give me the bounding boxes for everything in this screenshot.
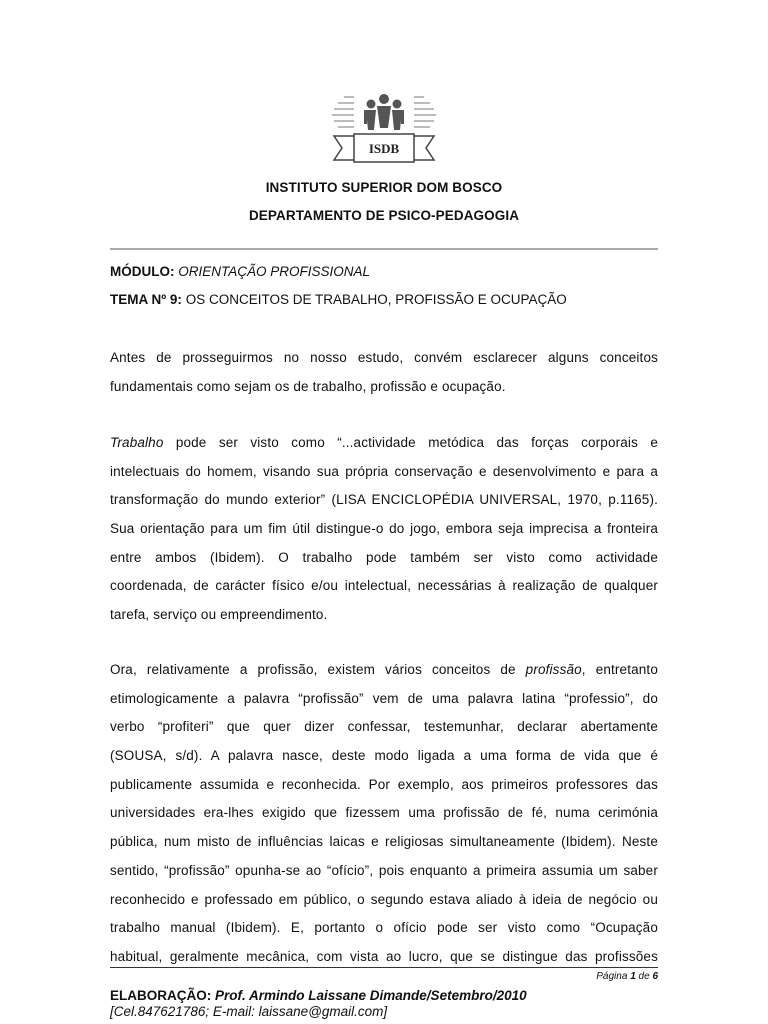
paragraph-profissao xyxy=(110,660,658,976)
footer-author-line xyxy=(110,988,527,1003)
text-line: intelectuais do homem, visando sua própria conservação e desenvolvimento e para a xyxy=(110,463,658,479)
text-fragment: Ora, relativamente a profissão, existem vários conceitos de xyxy=(110,662,526,677)
footer-label: ELABORAÇÃO: xyxy=(110,988,212,1003)
footer-divider xyxy=(110,967,658,968)
text-line: pública, num misto de influências laicas e religiosas simultaneamente (Ibidem). Neste xyxy=(110,834,658,850)
modulo-value: ORIENTAÇÃO PROFISSIONAL xyxy=(178,264,371,279)
paragraph-intro xyxy=(110,348,658,405)
footer-author: Prof. Armindo Laissane Dimande/Setembro/2010 xyxy=(215,988,527,1003)
page-total: 6 xyxy=(652,971,658,982)
tema-line xyxy=(110,292,567,307)
text-line xyxy=(110,660,658,689)
paragraph-trabalho xyxy=(110,433,658,634)
text-line: reconhecido e professado em público, o segundo estava aliado à ideia de negócio ou xyxy=(110,891,658,907)
modulo-line xyxy=(110,264,370,279)
page-label: Página xyxy=(596,971,628,982)
text-line: trabalho manual (Ibidem). E, portanto o ofício pode ser visto como “Ocupação xyxy=(110,920,658,936)
text-line: tarefa, serviço ou empreendimento. xyxy=(110,607,328,623)
text-fragment: pode ser visto como “...actividade metódica das forças corporais e xyxy=(163,435,658,450)
modulo-label: MÓDULO: xyxy=(110,264,175,279)
text-line: (SOUSA, s/d). A palavra nasce, deste modo ligada a uma forma de vida que é xyxy=(110,748,658,764)
text-line: sentido, “profissão” opunha-se ao “ofício”, pois enquanto a primeira assumia um saber xyxy=(110,862,658,878)
footer-contact: [Cel.847621786; E-mail: laissane@gmail.com] xyxy=(110,1004,388,1019)
text-line: entre ambos (Ibidem). O trabalho pode também ser visto como actividade xyxy=(110,549,658,565)
text-line: Sua orientação para um fim útil distingue-o do jogo, embora seja imprecisa a fronteira xyxy=(110,521,658,537)
header-divider xyxy=(110,248,658,250)
institution-name: INSTITUTO SUPERIOR DOM BOSCO xyxy=(265,180,503,195)
text-line xyxy=(110,433,658,462)
text-line: habitual, geralmente mecânica, com vista ao lucro, que se distingue das profissões xyxy=(110,948,658,964)
logo-text: ISDB xyxy=(368,141,400,156)
tema-value: OS CONCEITOS DE TRABALHO, PROFISSÃO E OCUPAÇÃO xyxy=(185,292,567,307)
term-profissao: profissão xyxy=(525,662,582,677)
text-line: universidades era-lhes exigido que fizessem uma profissão de fé, numa cerimónia xyxy=(110,805,658,821)
text-line: verbo “profiteri” que quer dizer confessar, testemunhar, declarar abertamente xyxy=(110,719,658,735)
text-line: Antes de prosseguirmos no nosso estudo, convém esclarecer alguns conceitos xyxy=(110,350,658,365)
page-current: 1 xyxy=(630,971,636,982)
department-name: DEPARTAMENTO DE PSICO-PEDAGOGIA xyxy=(248,208,520,223)
text-line: etimologicamente a palavra “profissão” vem de uma palavra latina “professio”, do xyxy=(110,690,658,706)
text-line: coordenada, de carácter físico e/ou intelectual, necessárias à realização de qualquer xyxy=(110,578,658,594)
text-line: fundamentais como sejam os de trabalho, profissão e ocupação. xyxy=(110,378,506,394)
isdb-logo xyxy=(326,90,442,168)
tema-label: TEMA Nº 9: xyxy=(110,292,182,307)
page-of: de xyxy=(638,971,650,982)
text-line: transformação do mundo exterior” (LISA ENCICLOPÉDIA UNIVERSAL, 1970, p.1165). xyxy=(110,492,658,508)
text-line: publicamente assumida e reconhecida. Por exemplo, aos primeiros professores das xyxy=(110,776,658,792)
text-fragment: , entretanto xyxy=(581,662,658,677)
page-number xyxy=(596,971,658,982)
term-trabalho: Trabalho xyxy=(110,435,164,450)
